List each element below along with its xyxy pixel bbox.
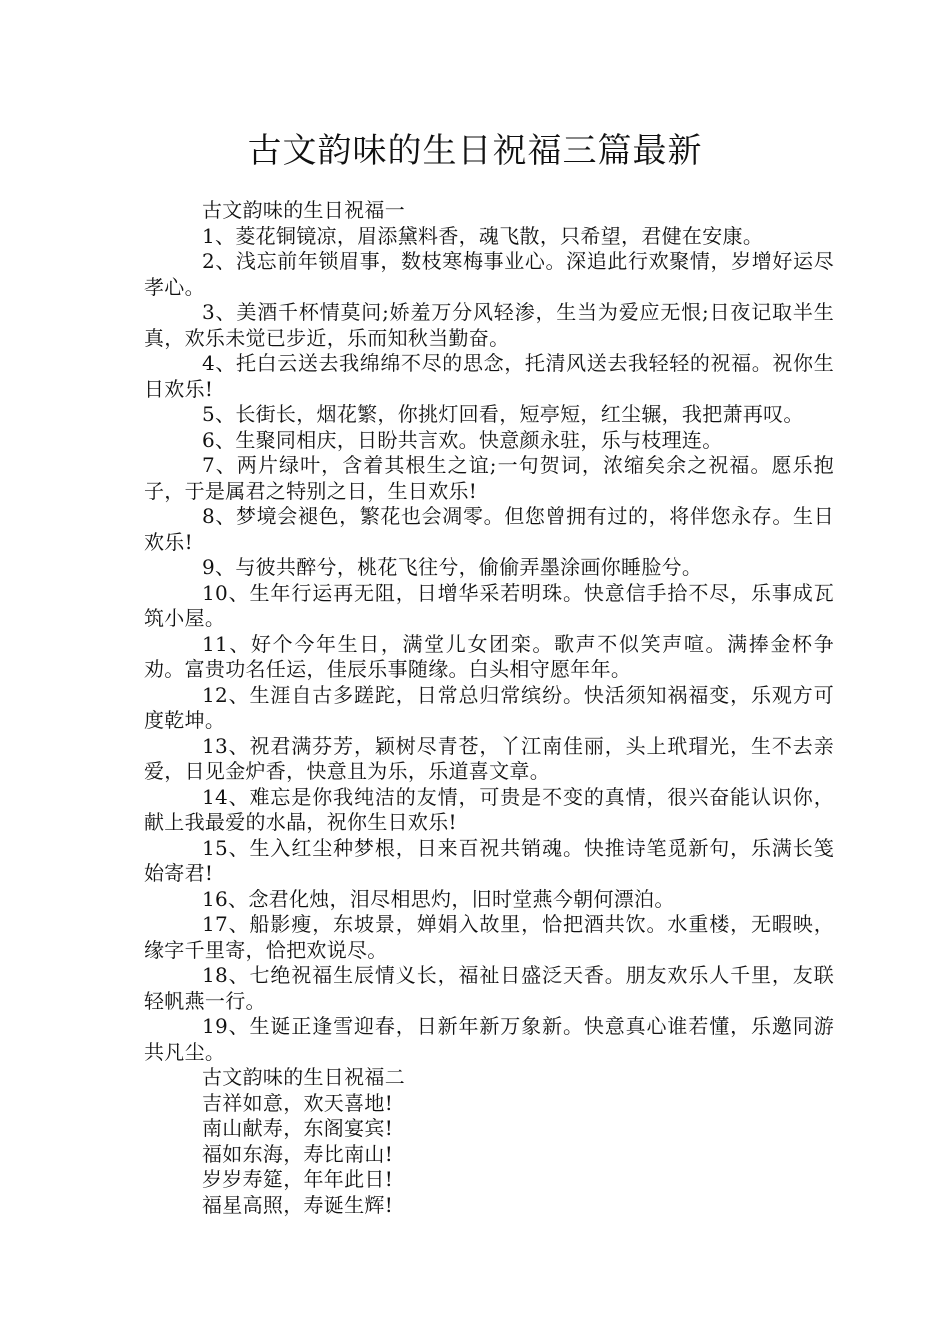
wish-item-3: 3、美酒千杯情莫问;娇羞万分风轻渗，生当为爱应无恨;日夜记取半生真，欢乐未觉已步近，乐而知秋当勤奋。: [144, 300, 834, 350]
document-title: 古文韵味的生日祝福三篇最新: [247, 131, 703, 171]
wish-item-11: 11、好个今年生日，满堂儿女团栾。歌声不似笑声喧。满捧金杯争劝。富贵功名任运，佳辰乐事随缘。白头相守愿年年。: [144, 631, 834, 681]
section-heading-1: 古文韵味的生日祝福一: [202, 198, 405, 222]
wish-item-5: 5、长街长，烟花繁，你挑灯回看，短亭短，红尘辗，我把萧再叹。: [202, 402, 804, 426]
wish-item-10: 10、生年行运再无阻，日增华采若明珠。快意信手拾不尽，乐事成瓦筑小屋。: [144, 580, 834, 630]
wish-item-15: 15、生入红尘种梦根，日来百祝共销魂。快推诗笔觅新句，乐满长笺始寄君!: [144, 835, 834, 885]
wish-item-1: 1、菱花铜镜凉，眉添黛料香，魂飞散，只希望，君健在安康。: [202, 223, 764, 248]
blessing-line-4: 岁岁寿筵，年年此日!: [202, 1167, 394, 1191]
section-heading-2: 古文韵味的生日祝福二: [202, 1065, 405, 1089]
wish-item-14: 14、难忘是你我纯洁的友情，可贵是不变的真情，很兴奋能认识你，献上我最爱的水晶，祝你生日欢乐!: [144, 784, 834, 834]
wish-item-2: 2、浅忘前年锁眉事，数枝寒梅事业心。深追此行欢聚情，岁增好运尽孝心。: [144, 249, 834, 299]
wish-item-17: 17、船影瘦，东坡景，婵娟入故里，恰把酒共饮。水重楼，无暇映，缘字千里寄，恰把欢说尽。: [144, 912, 834, 962]
blessing-line-3: 福如东海，寿比南山!: [202, 1141, 394, 1166]
wish-item-19: 19、生诞正逢雪迎春，日新年新万象新。快意真心谁若懂，乐邀同游共凡尘。: [144, 1014, 834, 1064]
wish-item-8: 8、梦境会褪色，繁花也会凋零。但您曾拥有过的，将伴您永存。生日欢乐!: [144, 504, 834, 554]
wish-item-12: 12、生涯自古多蹉跎，日常总归常缤纷。快活须知祸福变，乐观方可度乾坤。: [144, 682, 834, 732]
blessing-line-5: 福星高照，寿诞生辉!: [202, 1192, 394, 1217]
wish-item-18: 18、七绝祝福生辰情义长，福祉日盛泛天香。朋友欢乐人千里，友联轻帆燕一行。: [144, 963, 834, 1013]
wish-item-16: 16、念君化烛，泪尽相思灼，旧时堂燕今朝何漂泊。: [202, 886, 675, 911]
blessing-line-2: 南山献寿，东阁宴宾!: [202, 1116, 394, 1140]
document-body: [144, 198, 834, 1218]
wish-item-6: 6、生聚同相庆，日盼共言欢。快意颜永驻，乐与枝理连。: [202, 427, 723, 452]
wish-item-9: 9、与彼共醉兮，桃花飞往兮，偷偷弄墨涂画你睡脸兮。: [202, 555, 703, 579]
wish-item-13: 13、祝君满芬芳，颖树尽青苍，丫江南佳丽，头上玳瑁光，生不去亲爱，日见金炉香，快意且为乐，乐道喜文章。: [144, 733, 834, 783]
blessing-line-1: 吉祥如意，欢天喜地!: [202, 1090, 394, 1115]
wish-item-7: 7、两片绿叶，含着其根生之谊;一句贺词，浓缩矣余之祝福。愿乐抱子，于是属君之特别之日，生日欢乐!: [144, 453, 834, 503]
wish-item-4: 4、托白云送去我绵绵不尽的思念，托清风送去我轻轻的祝福。祝你生日欢乐!: [144, 351, 834, 401]
